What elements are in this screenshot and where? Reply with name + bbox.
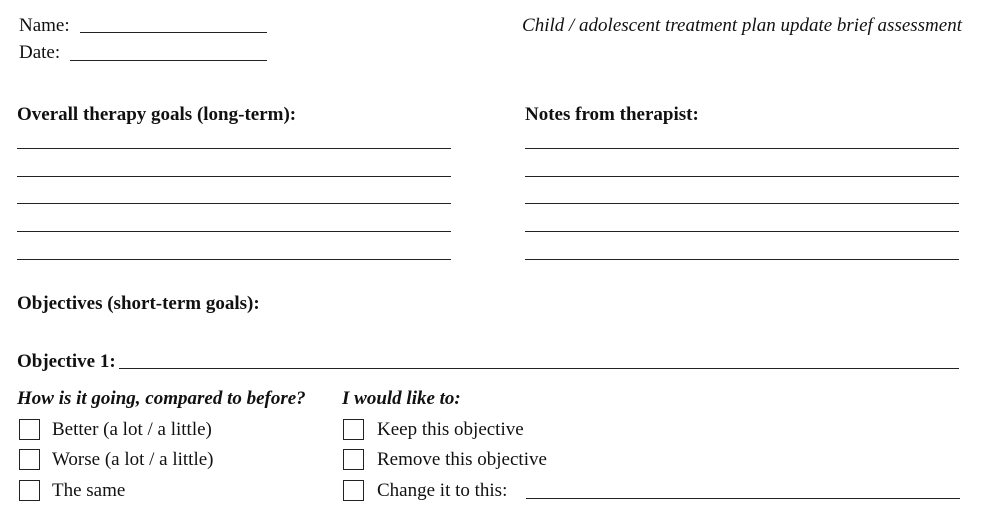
goals-line[interactable] <box>17 231 451 232</box>
objective-1-field[interactable] <box>119 368 959 369</box>
better-option-label: Better (a lot / a little) <box>52 419 212 440</box>
worse-checkbox[interactable] <box>19 449 40 470</box>
form-title: Child / adolescent treatment plan update brief assessment <box>522 15 962 36</box>
therapist-notes-heading: Notes from therapist: <box>525 104 699 125</box>
overall-goals-heading: Overall therapy goals (long-term): <box>17 104 297 125</box>
change-objective-checkbox[interactable] <box>343 480 364 501</box>
progress-question: How is it going, compared to before? <box>17 388 306 409</box>
keep-objective-label: Keep this objective <box>377 419 524 440</box>
notes-line[interactable] <box>525 176 959 177</box>
better-checkbox[interactable] <box>19 419 40 440</box>
objective-1-label: Objective 1: <box>17 351 116 372</box>
notes-line[interactable] <box>525 203 959 204</box>
goals-line[interactable] <box>17 203 451 204</box>
name-label: Name: <box>19 15 70 36</box>
preference-question: I would like to: <box>342 388 461 409</box>
change-objective-label: Change it to this: <box>377 480 508 501</box>
same-checkbox[interactable] <box>19 480 40 501</box>
remove-objective-checkbox[interactable] <box>343 449 364 470</box>
keep-objective-checkbox[interactable] <box>343 419 364 440</box>
change-objective-field[interactable] <box>526 498 960 499</box>
remove-objective-label: Remove this objective <box>377 449 547 470</box>
goals-line[interactable] <box>17 259 451 260</box>
notes-line[interactable] <box>525 231 959 232</box>
same-option-label: The same <box>52 480 126 501</box>
objectives-heading: Objectives (short-term goals): <box>17 293 260 314</box>
worse-option-label: Worse (a lot / a little) <box>52 449 214 470</box>
date-field[interactable] <box>70 60 267 61</box>
date-label: Date: <box>19 42 61 63</box>
goals-line[interactable] <box>17 148 451 149</box>
notes-line[interactable] <box>525 148 959 149</box>
goals-line[interactable] <box>17 176 451 177</box>
name-field[interactable] <box>80 32 267 33</box>
notes-line[interactable] <box>525 259 959 260</box>
